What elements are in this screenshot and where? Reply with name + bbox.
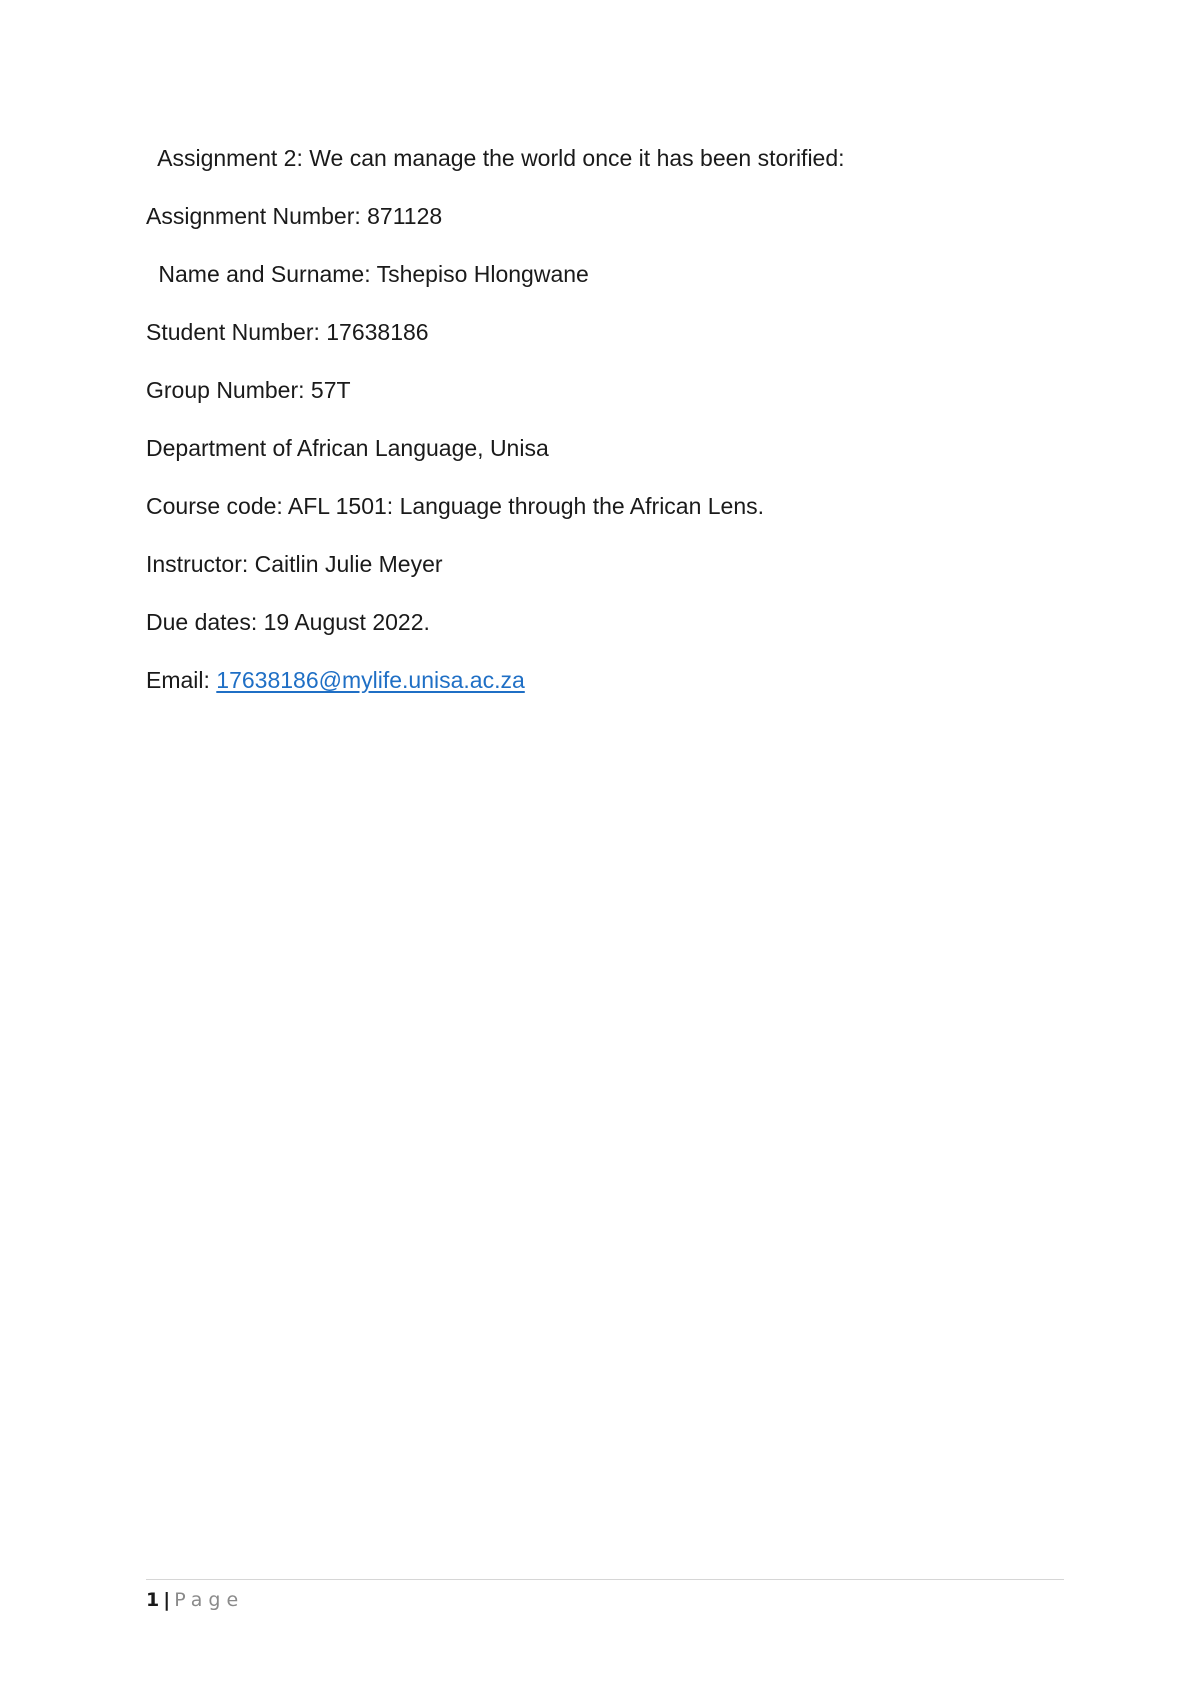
document-body [146,145,1066,725]
email-line [146,667,1066,694]
email-link[interactable]: 17638186@mylife.unisa.ac.za [216,667,525,693]
page-footer [146,1588,244,1612]
assignment-number: Assignment Number: 871128 [146,203,443,229]
student-number: Student Number: 17638186 [146,319,429,345]
page-number: 1 [146,1589,160,1611]
instructor: Instructor: Caitlin Julie Meyer [146,551,443,577]
group-number: Group Number: 57T [146,377,351,403]
email-label: Email: [146,667,217,693]
assignment-title: Assignment 2: We can manage the world once it has been storified: [152,145,845,171]
department: Department of African Language, Unisa [146,435,549,461]
footer-divider [146,1579,1064,1580]
page-separator: | [163,1589,171,1611]
due-dates: Due dates: 19 August 2022. [146,609,430,635]
page-label: Page [174,1589,245,1611]
name-and-surname: Name and Surname: Tshepiso Hlongwane [152,261,589,287]
course-code: Course code: AFL 1501: Language through the African Lens. [146,493,765,519]
